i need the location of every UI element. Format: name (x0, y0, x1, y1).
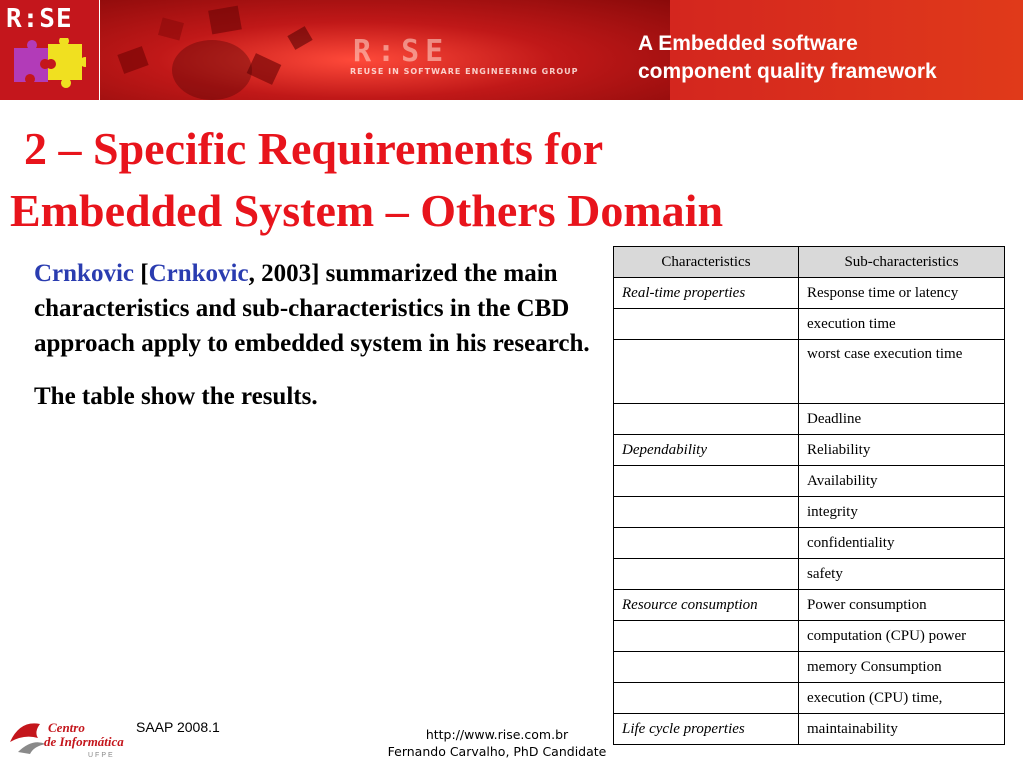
cin-logo-text3: UFPE (88, 752, 115, 759)
sub-characteristic-cell: computation (CPU) power (799, 621, 1005, 652)
characteristic-cell (614, 340, 799, 404)
characteristic-cell (614, 404, 799, 435)
slide-title-line2: Embedded System – Others Domain (10, 185, 724, 236)
summary-text: , 2003] summarized the main characteristics and sub-characteristics in the CBD approach apply to embedded system in his research. (34, 260, 590, 357)
table-row (614, 621, 1005, 652)
characteristic-cell: Life cycle properties (614, 714, 799, 745)
sub-characteristic-cell: execution time (799, 309, 1005, 340)
sub-characteristic-cell: memory Consumption (799, 652, 1005, 683)
results-paragraph: The table show the results. (34, 383, 318, 410)
table-row (614, 466, 1005, 497)
citation-author: Crnkovic (148, 260, 249, 287)
author-reference: Crnkovic (34, 260, 134, 287)
banner-logo-watermark: R:SE (353, 34, 450, 69)
sub-characteristic-cell: worst case execution time (799, 340, 1005, 404)
cin-logo-text1: Centro (48, 720, 85, 735)
sub-characteristic-cell: Deadline (799, 404, 1005, 435)
body-text (34, 256, 599, 432)
table-row (614, 683, 1005, 714)
rise-logo-text: R:SE (6, 4, 73, 34)
table-row (614, 435, 1005, 466)
table-row (614, 652, 1005, 683)
citation-bracket: [ (140, 260, 149, 287)
characteristics-table (613, 246, 1005, 745)
cin-logo-text2: de Informática (44, 734, 124, 749)
sub-characteristic-cell: Availability (799, 466, 1005, 497)
table-row (614, 404, 1005, 435)
characteristic-cell (614, 559, 799, 590)
table-header-row (614, 247, 1005, 278)
slide-title-line1: 2 – Specific Requirements for (24, 123, 604, 174)
characteristic-cell: Resource consumption (614, 590, 799, 621)
characteristic-cell (614, 621, 799, 652)
presentation-title (638, 30, 937, 86)
sub-characteristic-cell: confidentiality (799, 528, 1005, 559)
footer-url: http://www.rise.com.br (425, 727, 569, 742)
footer-credits (372, 726, 622, 760)
sub-characteristic-cell: integrity (799, 497, 1005, 528)
puzzle-icon (10, 38, 86, 88)
column-header: Sub-characteristics (799, 247, 1005, 278)
footer-author: Fernando Carvalho, PhD Candidate (387, 744, 607, 759)
characteristic-cell: Real-time properties (614, 278, 799, 309)
characteristic-cell: Dependability (614, 435, 799, 466)
table-row (614, 497, 1005, 528)
sub-characteristic-cell: Power consumption (799, 590, 1005, 621)
rise-logo (0, 0, 101, 100)
table-row (614, 590, 1005, 621)
sub-characteristic-cell: Reliability (799, 435, 1005, 466)
characteristic-cell (614, 652, 799, 683)
column-header: Characteristics (614, 247, 799, 278)
table-row (614, 559, 1005, 590)
course-label: SAAP 2008.1 (136, 719, 220, 735)
characteristic-cell (614, 528, 799, 559)
sub-characteristic-cell: safety (799, 559, 1005, 590)
table-row (614, 340, 1005, 404)
table-row (614, 278, 1005, 309)
characteristic-cell (614, 683, 799, 714)
sub-characteristic-cell: maintainability (799, 714, 1005, 745)
characteristic-cell (614, 466, 799, 497)
header-banner (0, 0, 1023, 100)
centro-informatica-logo (4, 712, 128, 762)
sub-characteristic-cell: execution (CPU) time, (799, 683, 1005, 714)
banner-tagline: REUSE IN SOFTWARE ENGINEERING GROUP (350, 67, 579, 76)
characteristic-cell (614, 497, 799, 528)
presentation-title-line2: component quality framework (638, 60, 937, 83)
presentation-title-line1: A Embedded software (638, 32, 858, 55)
table-row (614, 309, 1005, 340)
slide-title (10, 118, 723, 242)
summary-paragraph (34, 256, 599, 361)
table-row (614, 714, 1005, 745)
sub-characteristic-cell: Response time or latency (799, 278, 1005, 309)
cin-logo-icon (4, 712, 128, 762)
table-row (614, 528, 1005, 559)
characteristic-cell (614, 309, 799, 340)
